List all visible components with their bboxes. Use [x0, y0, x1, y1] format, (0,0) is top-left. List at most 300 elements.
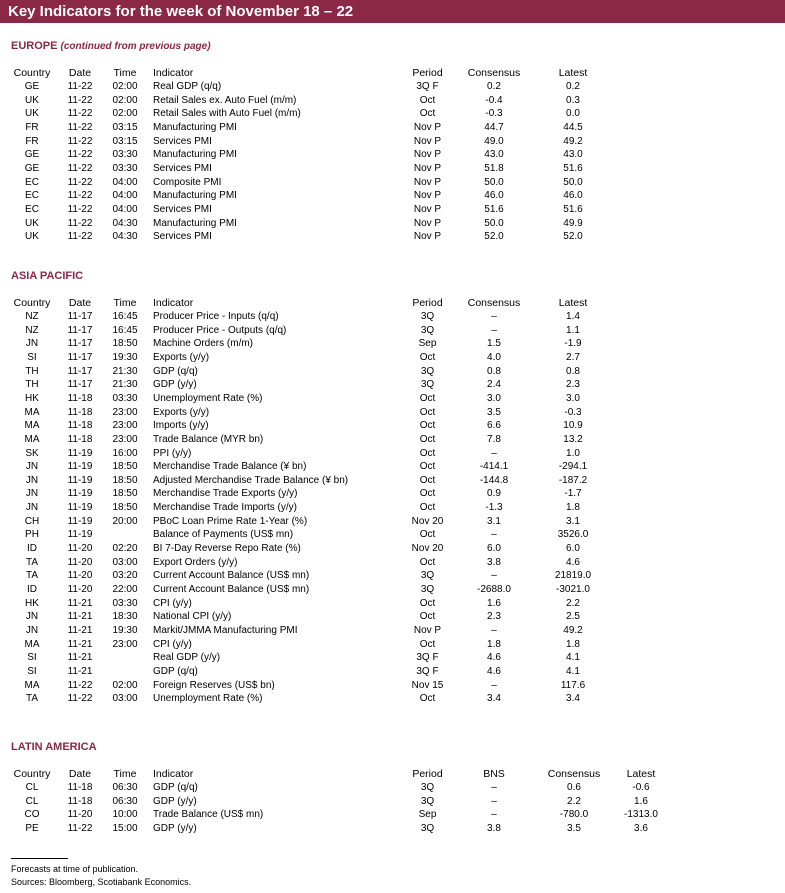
cell-latest: -3021.0: [556, 584, 590, 595]
cell-consensus: 52.0: [484, 231, 504, 243]
cell-country: TH: [25, 379, 39, 391]
cell-consensus: 43.0: [484, 149, 504, 161]
cell-consensus: 3.5: [487, 406, 501, 418]
cell-indicator: Trade Balance (US$ mn): [153, 809, 264, 821]
cell-indicator: Exports (y/y): [153, 406, 210, 418]
cell-date: 11-22: [67, 822, 93, 834]
cell-consensus: 3.5: [567, 822, 581, 834]
cell-country: JN: [25, 624, 39, 636]
table-row: [0, 365, 785, 379]
cell-bns: –: [491, 795, 497, 807]
cell-latest: 21819.0: [554, 570, 592, 582]
europe-header-row: [0, 66, 785, 80]
cell-date: 11-22: [67, 81, 93, 92]
cell-period: 3Q: [420, 379, 435, 391]
cell-date: 11-22: [67, 135, 93, 147]
cell-indicator: Manufacturing PMI: [153, 149, 237, 161]
table-row: [0, 624, 785, 638]
cell-date: 11-22: [67, 190, 93, 202]
cell-indicator: Current Account Balance (US$ mn): [153, 570, 310, 582]
cell-indicator: Adjusted Merchandise Trade Balance (¥ bn): [153, 474, 349, 486]
cell-date: 11-19: [67, 488, 93, 500]
header-indicator: Indicator: [153, 67, 194, 79]
cell-country: JN: [25, 611, 39, 623]
cell-indicator: Markit/JMMA Manufacturing PMI: [153, 624, 298, 636]
cell-date: 11-17: [67, 351, 93, 363]
cell-country: FR: [25, 135, 39, 147]
cell-latest: 52.0: [563, 231, 583, 243]
cell-latest: 1.6: [634, 795, 648, 807]
cell-date: 11-21: [67, 665, 93, 677]
cell-time: 23:00: [112, 406, 138, 418]
cell-time: 18:50: [112, 474, 138, 486]
cell-consensus: -2688.0: [477, 584, 511, 595]
table-row: [0, 135, 785, 149]
cell-consensus: 4.6: [487, 652, 501, 664]
cell-period: 3Q: [420, 822, 435, 834]
cell-consensus: 3.8: [487, 556, 501, 568]
table-row: [0, 822, 785, 836]
cell-time: 04:30: [112, 217, 138, 229]
cell-indicator: Producer Price - Inputs (q/q): [153, 311, 279, 322]
cell-indicator: Services PMI: [153, 231, 212, 243]
cell-time: 03:00: [112, 556, 138, 568]
cell-latest: 4.1: [566, 652, 580, 664]
cell-country: NZ: [25, 324, 39, 336]
cell-time: 10:00: [112, 809, 138, 821]
cell-country: ID: [27, 543, 37, 555]
cell-country: HK: [25, 597, 39, 609]
cell-period: Oct: [419, 638, 436, 650]
cell-consensus: 1.8: [487, 638, 501, 650]
cell-date: 11-17: [67, 311, 93, 322]
table-row: [0, 310, 785, 324]
cell-latest: -1313.0: [624, 809, 658, 821]
table-row: [0, 447, 785, 461]
cell-date: 11-17: [67, 379, 93, 391]
table-row: [0, 556, 785, 570]
table-row: [0, 162, 785, 176]
cell-date: 11-21: [67, 597, 93, 609]
cell-date: 11-19: [67, 461, 93, 473]
cell-latest: -1.7: [564, 488, 582, 500]
cell-time: 04:00: [112, 190, 138, 202]
cell-consensus: 6.0: [487, 543, 501, 555]
cell-date: 11-18: [67, 433, 93, 445]
cell-date: 11-19: [67, 474, 93, 486]
cell-period: 3Q: [420, 570, 435, 582]
cell-country: UK: [25, 217, 39, 229]
table-row: [0, 324, 785, 338]
header-consensus: Consensus: [467, 67, 521, 79]
cell-period: Nov 20: [411, 543, 444, 555]
cell-latest: 6.0: [566, 543, 580, 555]
header-period: Period: [412, 768, 443, 780]
cell-time: 04:00: [112, 176, 138, 188]
cell-period: 3Q: [420, 365, 435, 377]
cell-time: 03:30: [112, 149, 138, 161]
cell-time: 02:00: [112, 679, 138, 691]
cell-date: 11-19: [67, 447, 93, 459]
cell-latest: 117.6: [560, 679, 586, 691]
cell-date: 11-17: [67, 324, 93, 336]
cell-consensus: 1.6: [487, 597, 501, 609]
table-row: [0, 542, 785, 556]
cell-consensus: –: [491, 529, 497, 541]
cell-indicator: Imports (y/y): [153, 420, 209, 432]
cell-time: 03:30: [112, 162, 138, 174]
cell-consensus: 46.0: [484, 190, 504, 202]
cell-period: 3Q F: [416, 652, 439, 664]
table-row: [0, 569, 785, 583]
cell-time: 15:00: [112, 822, 138, 834]
asia-section-title: ASIA PACIFIC: [11, 270, 84, 282]
cell-time: 02:00: [112, 94, 138, 106]
cell-period: Oct: [419, 693, 436, 705]
cell-period: Oct: [419, 611, 436, 623]
cell-indicator: GDP (q/q): [153, 365, 198, 377]
cell-country: UK: [25, 231, 39, 243]
cell-date: 11-20: [67, 570, 93, 582]
cell-consensus: 4.0: [487, 351, 501, 363]
cell-date: 11-22: [67, 162, 93, 174]
cell-country: JN: [25, 488, 39, 500]
cell-period: 3Q: [420, 584, 435, 595]
cell-period: Nov P: [413, 203, 442, 215]
cell-time: 19:30: [112, 624, 138, 636]
header-country: Country: [13, 297, 51, 309]
cell-latest: 4.6: [566, 556, 580, 568]
cell-indicator: Manufacturing PMI: [153, 121, 237, 133]
table-row: [0, 610, 785, 624]
europe-subtitle: (continued from previous page): [60, 41, 211, 52]
cell-period: Oct: [419, 108, 436, 120]
cell-consensus: 49.0: [484, 135, 504, 147]
cell-indicator: Trade Balance (MYR bn): [153, 433, 264, 445]
cell-time: 21:30: [112, 379, 138, 391]
cell-country: TH: [25, 365, 39, 377]
cell-country: UK: [25, 108, 39, 120]
header-country: Country: [13, 67, 51, 79]
cell-latest: 0.2: [566, 81, 580, 92]
cell-latest: 46.0: [563, 190, 583, 202]
cell-period: Nov P: [413, 121, 442, 133]
cell-time: 18:50: [112, 338, 138, 350]
cell-latest: 1.8: [566, 638, 580, 650]
table-row: [0, 406, 785, 420]
cell-latest: 0.0: [566, 108, 580, 120]
cell-country: NZ: [25, 311, 39, 322]
table-row: [0, 189, 785, 203]
cell-latest: 49.9: [563, 217, 583, 229]
cell-indicator: Merchandise Trade Imports (y/y): [153, 502, 297, 514]
cell-country: HK: [25, 392, 39, 404]
cell-latest: 44.5: [563, 121, 583, 133]
cell-date: 11-22: [67, 149, 93, 161]
table-row: [0, 337, 785, 351]
cell-country: GE: [24, 162, 40, 174]
table-row: [0, 487, 785, 501]
cell-latest: -0.3: [564, 406, 582, 418]
table-row: [0, 515, 785, 529]
header-date: Date: [68, 67, 92, 79]
cell-consensus: 0.2: [487, 81, 501, 92]
cell-indicator: Composite PMI: [153, 176, 222, 188]
cell-date: 11-22: [67, 108, 93, 120]
cell-latest: 51.6: [563, 162, 583, 174]
cell-country: PE: [25, 822, 39, 834]
latam-header-row: [0, 767, 785, 781]
header-latest: Latest: [558, 297, 588, 309]
cell-consensus: -414.1: [479, 461, 509, 473]
cell-country: GE: [24, 81, 40, 92]
cell-country: UK: [25, 94, 39, 106]
cell-time: 18:30: [112, 611, 138, 623]
cell-latest: -294.1: [558, 461, 588, 473]
header-indicator: Indicator: [153, 297, 194, 309]
cell-latest: 2.5: [566, 611, 580, 623]
cell-indicator: Balance of Payments (US$ mn): [153, 529, 294, 541]
cell-country: CO: [24, 809, 40, 821]
cell-time: 19:30: [112, 351, 138, 363]
cell-date: 11-22: [67, 203, 93, 215]
cell-date: 11-22: [67, 217, 93, 229]
cell-time: 06:30: [112, 795, 138, 807]
cell-consensus: 4.6: [487, 665, 501, 677]
cell-latest: 50.0: [563, 176, 583, 188]
cell-date: 11-21: [67, 638, 93, 650]
cell-country: EC: [25, 203, 39, 215]
cell-period: Sep: [418, 809, 437, 821]
header-date: Date: [68, 297, 92, 309]
cell-bns: 3.8: [487, 822, 501, 834]
cell-latest: 1.8: [566, 502, 580, 514]
cell-period: 3Q: [420, 311, 435, 322]
cell-date: 11-22: [67, 231, 93, 243]
cell-indicator: GDP (y/y): [153, 795, 197, 807]
cell-date: 11-19: [67, 529, 93, 541]
footnote-sources: Sources: Bloomberg, Scotiabank Economics.: [11, 877, 192, 887]
cell-latest: 10.9: [563, 420, 583, 432]
cell-latest: 1.0: [566, 447, 580, 459]
cell-consensus: 7.8: [487, 433, 501, 445]
cell-time: 02:00: [112, 108, 138, 120]
cell-indicator: GDP (q/q): [153, 782, 198, 793]
cell-date: 11-22: [67, 679, 93, 691]
cell-date: 11-17: [67, 365, 93, 377]
table-row: [0, 176, 785, 190]
table-row: [0, 583, 785, 597]
cell-country: TA: [25, 693, 39, 705]
cell-latest: 0.8: [566, 365, 580, 377]
cell-country: EC: [25, 190, 39, 202]
cell-latest: 1.4: [566, 311, 580, 322]
cell-time: 02:00: [112, 81, 138, 92]
cell-period: Oct: [419, 529, 436, 541]
cell-country: TA: [25, 556, 39, 568]
cell-period: Nov 20: [411, 515, 444, 527]
cell-indicator: Retail Sales ex. Auto Fuel (m/m): [153, 94, 297, 106]
cell-consensus: -780.0: [559, 809, 589, 821]
table-row: [0, 638, 785, 652]
cell-country: GE: [24, 149, 40, 161]
cell-period: 3Q F: [416, 81, 439, 92]
table-row: [0, 781, 785, 795]
cell-time: 04:30: [112, 231, 138, 243]
cell-date: 11-20: [67, 543, 93, 555]
cell-indicator: National CPI (y/y): [153, 611, 232, 623]
cell-period: 3Q: [420, 782, 435, 793]
table-row: [0, 679, 785, 693]
cell-consensus: 0.8: [487, 365, 501, 377]
cell-date: 11-22: [67, 121, 93, 133]
cell-period: Oct: [419, 351, 436, 363]
cell-date: 11-21: [67, 611, 93, 623]
cell-date: 11-22: [67, 94, 93, 106]
table-row: [0, 528, 785, 542]
cell-country: MA: [24, 420, 40, 432]
cell-country: MA: [24, 679, 40, 691]
cell-country: PH: [25, 529, 39, 541]
cell-time: 16:45: [112, 311, 138, 322]
cell-indicator: Merchandise Trade Balance (¥ bn): [153, 461, 307, 473]
latam-section-title: LATIN AMERICA: [11, 741, 97, 753]
cell-period: Nov P: [413, 217, 442, 229]
cell-date: 11-19: [67, 502, 93, 514]
cell-latest: 0.3: [566, 94, 580, 106]
header-time: Time: [113, 67, 137, 79]
cell-country: CL: [25, 795, 39, 807]
table-row: [0, 419, 785, 433]
cell-bns: –: [491, 782, 497, 793]
table-row: [0, 217, 785, 231]
cell-time: 23:00: [112, 420, 138, 432]
cell-indicator: CPI (y/y): [153, 638, 192, 650]
header-bns: BNS: [483, 768, 505, 780]
cell-indicator: BI 7-Day Reverse Repo Rate (%): [153, 543, 301, 555]
cell-consensus: 50.0: [484, 217, 504, 229]
cell-consensus: –: [491, 447, 497, 459]
table-row: [0, 351, 785, 365]
cell-indicator: Real GDP (y/y): [153, 652, 221, 664]
cell-consensus: –: [491, 324, 497, 336]
header-consensus: Consensus: [547, 768, 601, 780]
cell-country: ID: [27, 584, 37, 595]
cell-time: 03:00: [112, 693, 138, 705]
cell-country: EC: [25, 176, 39, 188]
cell-country: MA: [24, 638, 40, 650]
cell-indicator: Machine Orders (m/m): [153, 338, 254, 350]
cell-country: JN: [25, 474, 39, 486]
table-row: [0, 433, 785, 447]
cell-indicator: CPI (y/y): [153, 597, 192, 609]
cell-latest: 3.6: [634, 822, 648, 834]
cell-consensus: 51.6: [484, 203, 504, 215]
cell-indicator: Unemployment Rate (%): [153, 693, 263, 705]
cell-indicator: Retail Sales with Auto Fuel (m/m): [153, 108, 301, 120]
cell-consensus: –: [491, 679, 497, 691]
cell-consensus: 51.8: [484, 162, 504, 174]
cell-consensus: 3.1: [487, 515, 501, 527]
cell-date: 11-20: [67, 556, 93, 568]
cell-date: 11-22: [67, 693, 93, 705]
cell-date: 11-18: [67, 406, 93, 418]
cell-consensus: -144.8: [479, 474, 509, 486]
cell-indicator: Current Account Balance (US$ mn): [153, 584, 310, 595]
cell-period: Oct: [419, 474, 436, 486]
cell-period: Oct: [419, 406, 436, 418]
cell-indicator: Foreign Reserves (US$ bn): [153, 679, 275, 691]
table-row: [0, 94, 785, 108]
cell-period: Oct: [419, 447, 436, 459]
cell-period: Oct: [419, 420, 436, 432]
cell-period: Nov 15: [411, 679, 444, 691]
cell-country: TA: [25, 570, 39, 582]
cell-latest: 49.2: [563, 135, 583, 147]
cell-time: 02:20: [112, 543, 138, 555]
cell-date: 11-22: [67, 176, 93, 188]
page-title: Key Indicators for the week of November 18 – 22: [0, 0, 785, 23]
cell-latest: 51.6: [563, 203, 583, 215]
table-row: [0, 230, 785, 244]
cell-consensus: 2.2: [567, 795, 581, 807]
header-indicator: Indicator: [153, 768, 194, 780]
cell-date: 11-18: [67, 392, 93, 404]
cell-country: JN: [25, 502, 39, 514]
cell-latest: -0.6: [632, 782, 650, 793]
cell-consensus: -1.3: [485, 502, 503, 514]
cell-date: 11-18: [67, 420, 93, 432]
cell-consensus: 50.0: [484, 176, 504, 188]
cell-indicator: Manufacturing PMI: [153, 217, 237, 229]
cell-latest: 49.2: [563, 624, 583, 636]
cell-consensus: -0.3: [485, 108, 503, 120]
table-row: [0, 501, 785, 515]
cell-period: Oct: [419, 461, 436, 473]
cell-period: Oct: [419, 488, 436, 500]
cell-indicator: GDP (q/q): [153, 665, 198, 677]
cell-latest: -1.9: [564, 338, 582, 350]
cell-country: SI: [27, 351, 37, 363]
cell-latest: 2.7: [566, 351, 580, 363]
cell-period: 3Q F: [416, 665, 439, 677]
cell-period: Nov P: [413, 624, 442, 636]
cell-time: 03:30: [112, 392, 138, 404]
table-row: [0, 203, 785, 217]
cell-time: 23:00: [112, 433, 138, 445]
cell-time: 23:00: [112, 638, 138, 650]
cell-date: 11-21: [67, 652, 93, 664]
table-row: [0, 378, 785, 392]
cell-time: 20:00: [112, 515, 138, 527]
table-row: [0, 392, 785, 406]
cell-time: 03:15: [112, 135, 138, 147]
cell-latest: 3.4: [566, 693, 580, 705]
cell-country: FR: [25, 121, 39, 133]
cell-period: Oct: [419, 94, 436, 106]
cell-consensus: 0.6: [567, 782, 581, 793]
cell-latest: 4.1: [566, 665, 580, 677]
cell-period: Oct: [419, 392, 436, 404]
table-row: [0, 808, 785, 822]
cell-country: JN: [25, 461, 39, 473]
cell-indicator: Services PMI: [153, 203, 212, 215]
cell-indicator: Merchandise Trade Exports (y/y): [153, 488, 298, 500]
cell-period: Nov P: [413, 162, 442, 174]
cell-time: 03:15: [112, 121, 138, 133]
cell-indicator: Exports (y/y): [153, 351, 210, 363]
cell-time: 18:50: [112, 461, 138, 473]
